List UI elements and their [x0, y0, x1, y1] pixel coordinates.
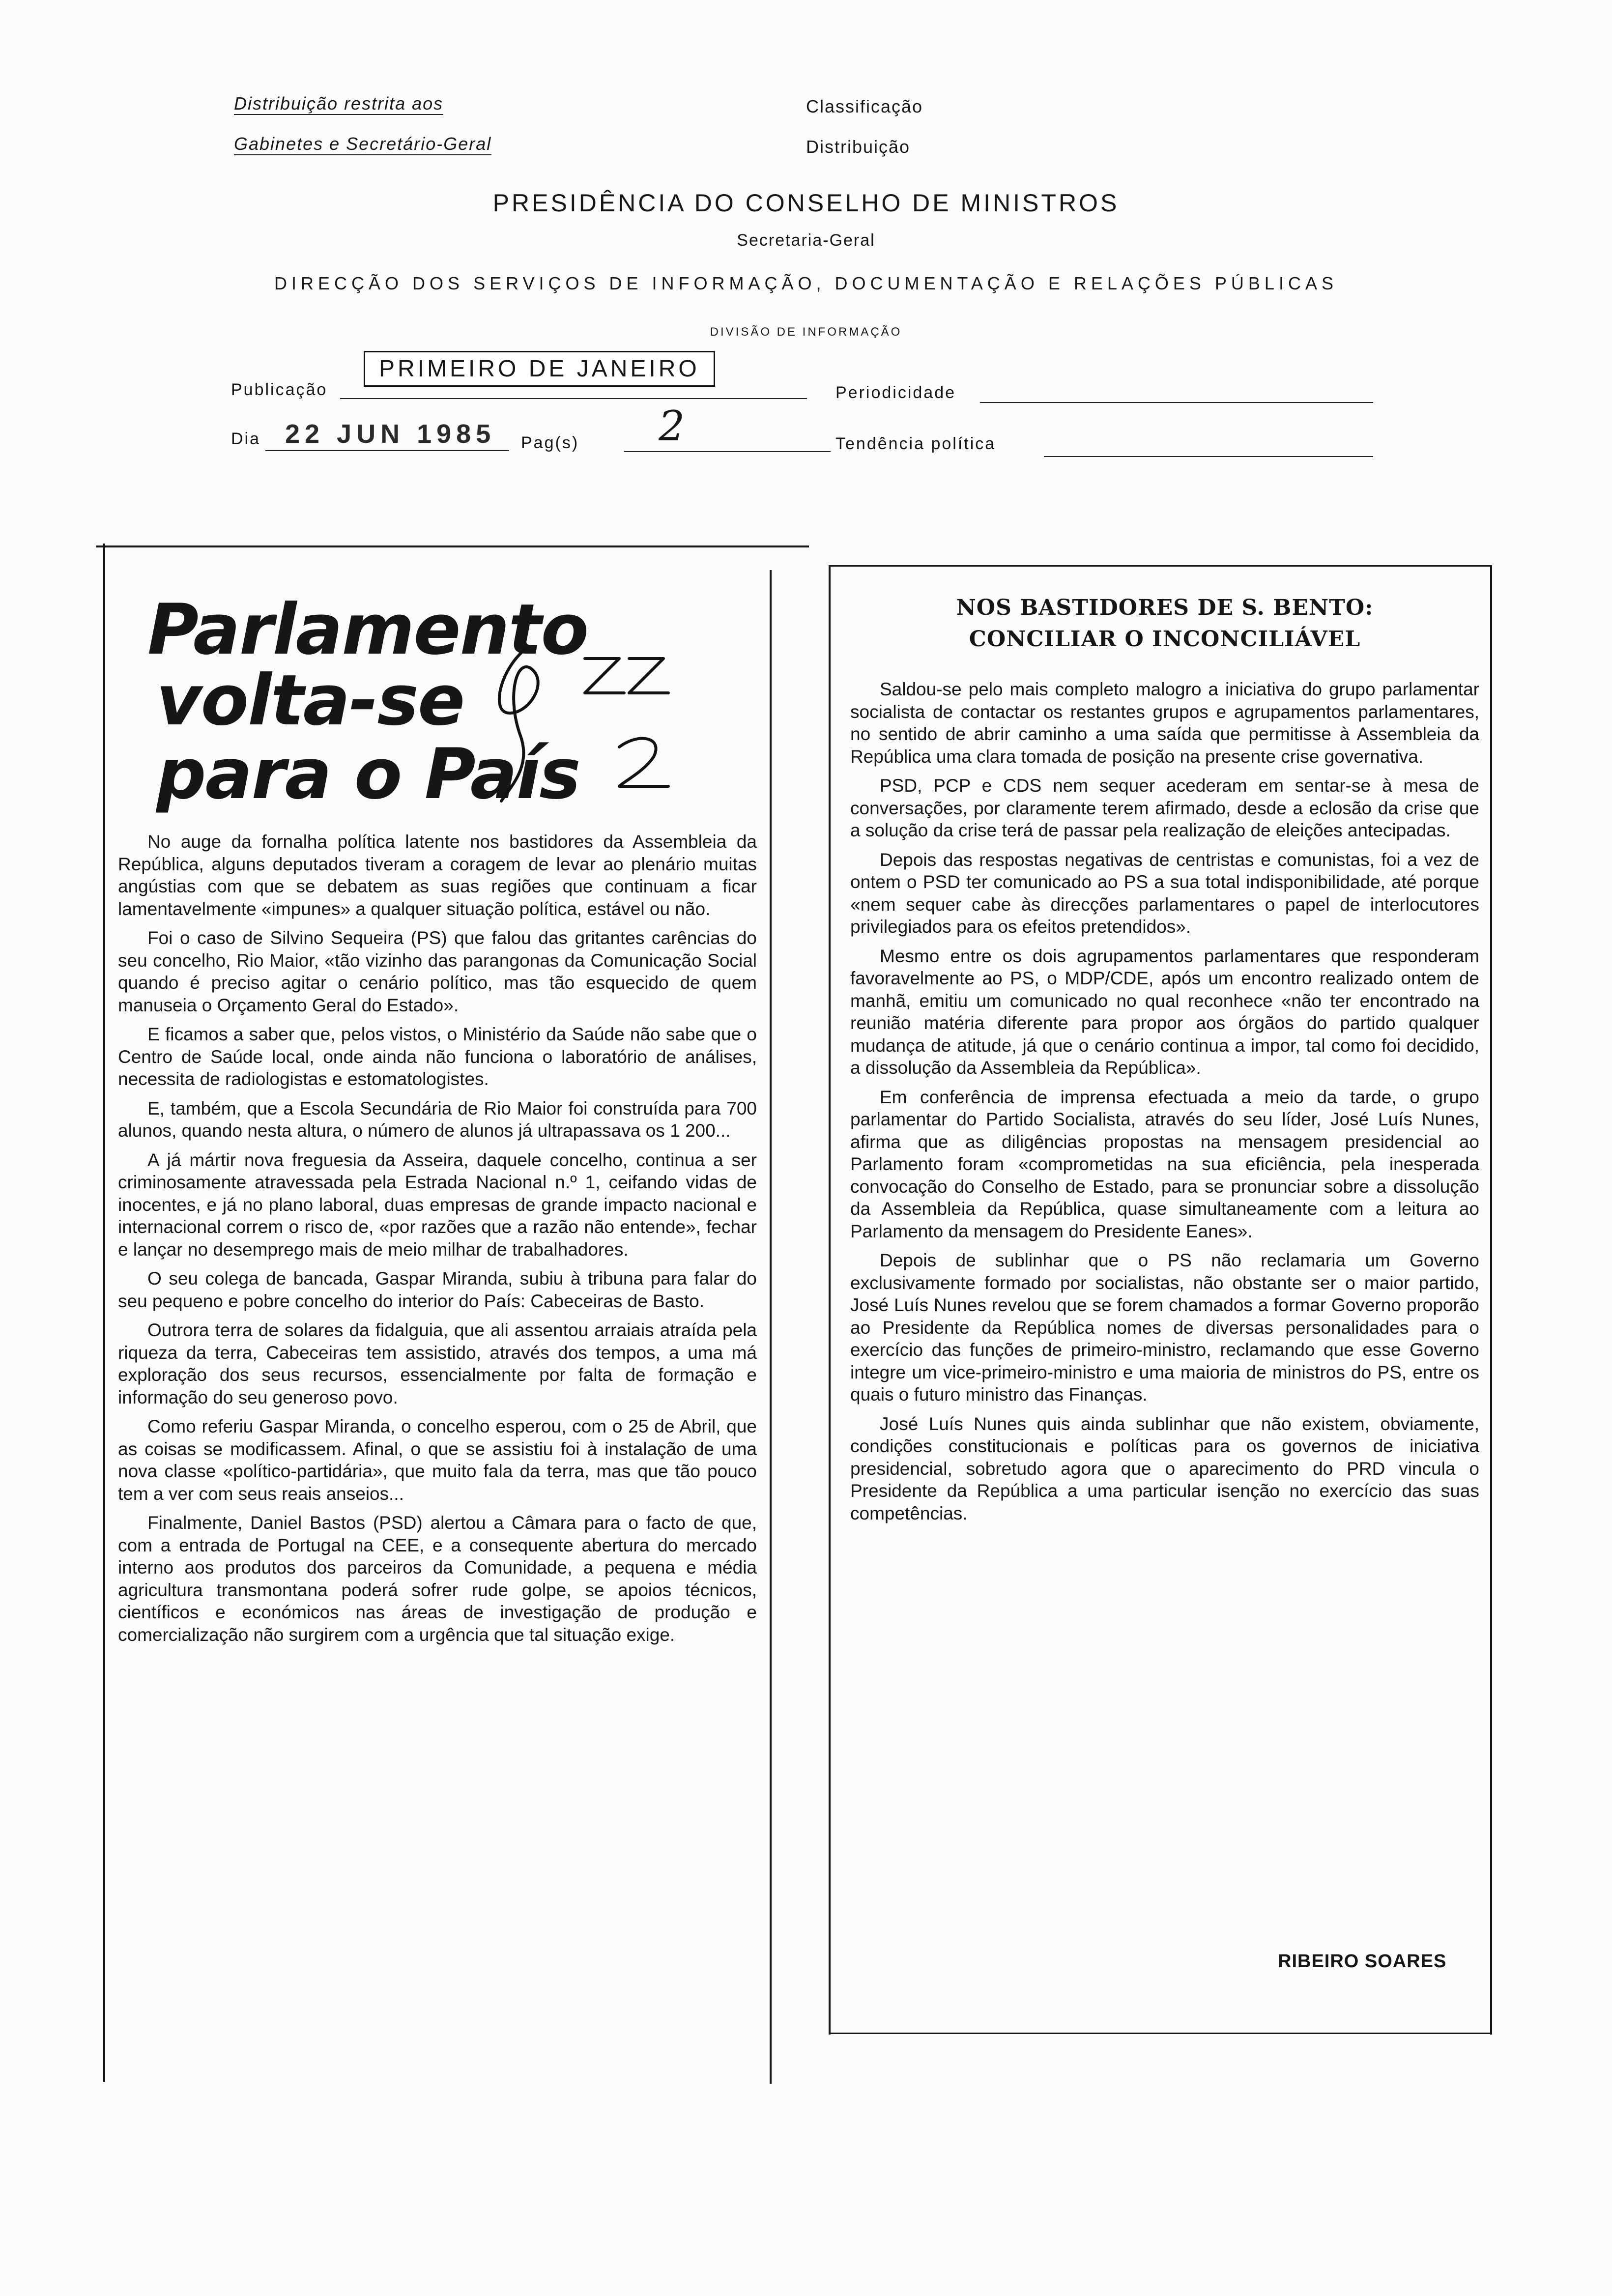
tendencia-underline [1044, 456, 1373, 457]
publicacao-stamp: PRIMEIRO DE JANEIRO [364, 351, 715, 387]
right-kicker-line1: NOS BASTIDORES DE S. BENTO: [956, 595, 1374, 620]
left-headline-line1: Parlamento [147, 589, 588, 670]
right-article-top-rule [829, 565, 1492, 567]
distribution-note-line2: Gabinetes e Secretário-Geral [234, 134, 491, 155]
pags-label: Pag(s) [521, 433, 579, 452]
tendencia-label: Tendência política [835, 434, 996, 453]
divisao-line: DIVISÃO DE INFORMAÇÃO [710, 325, 902, 339]
distribution-note-line1: Distribuição restrita aos [234, 93, 443, 115]
right-article-left-border [829, 565, 831, 2035]
left-paragraph: O seu colega de bancada, Gaspar Miranda, subiu à tribuna para falar do seu pequeno e pobre concelho do interior do País: Cabeceiras de Basto. [118, 1268, 757, 1311]
left-paragraph: Foi o caso de Silvino Sequeira (PS) que falou das gritantes carências do seu concelho, Rio Maior, «tão vizinho das parangonas da Comunicação Social quando é preciso agitar o cenário político, mas tão esquecido de quem manuseia o Orçamento Geral do Estado». [118, 928, 757, 1015]
right-article-bottom-rule [829, 2033, 1492, 2034]
handwritten-scrawl-icon [472, 639, 698, 816]
publicacao-underline [340, 398, 807, 399]
left-headline-line3: para o País [156, 734, 580, 815]
right-paragraph: PSD, PCP e CDS nem sequer acederam em sentar-se à mesa de conversações, por claramente terem afirmado, desde a eclosão da crise que a solução da crise terá de passar pela realização de eleições antecipadas. [850, 775, 1479, 840]
left-paragraph: Como referiu Gaspar Miranda, o concelho esperou, com o 25 de Abril, que as coisas se modificassem. Afinal, o que se assistiu foi à instalação de uma nova classe «político-partidária», que muito fala da terra, mas que tão pouco tem a ver com seus reais anseios... [118, 1416, 757, 1504]
right-paragraph: Mesmo entre os dois agrupamentos parlamentares que responderam favoravelmente ao PS, o MDP/CDE, após um encontro realizado ontem de manhã, emitiu um comunicado no qual reconhece «não ter encontrado na reunião matéria diferente para propor aos órgãos do partido qualquer mudança de atitude, já que o cenário continua a impor, tal como foi decidido, a dissolução da Assembleia da República». [850, 946, 1479, 1078]
pags-value-handwritten: 2 [659, 402, 685, 450]
periodicidade-underline [980, 402, 1373, 403]
byline: RIBEIRO SOARES [1278, 1951, 1447, 1972]
right-article-body [850, 678, 1479, 1531]
right-article-right-border [1490, 565, 1492, 2035]
left-article-body [118, 831, 757, 1653]
left-paragraph: Finalmente, Daniel Bastos (PSD) alertou a Câmara para o facto de que, com a entrada de Portugal na CEE, e a consequente abertura do mercado interno aos produtos dos parceiros da Comunidade, a pequena e média agricultura transmontana poderá sofrer rude golpe, se apoios técnicos, científicos e económicos nas áreas de investigação de produção e comercialização não surgirem com a urgência que tal situação exige. [118, 1513, 757, 1645]
dia-label: Dia [231, 430, 261, 448]
clipping-top-rule-left [96, 545, 809, 547]
column-divider-left [770, 570, 772, 2084]
left-paragraph: E ficamos a saber que, pelos vistos, o Ministério da Saúde não sabe que o Centro de Saúde local, onde ainda não funciona o laboratório de análises, necessita de radiologistas e estomatologistes. [118, 1024, 757, 1089]
right-kicker-line2: CONCILIAR O INCONCILIÁVEL [969, 627, 1361, 652]
right-paragraph: Saldou-se pelo mais completo malogro a iniciativa do grupo parlamentar socialista de contactar os restantes grupos e agrupamentos parlamentares, no sentido de abrir caminho a uma saída que permitisse à Assembleia da República uma clara tomada de posição na presente crise governativa. [850, 679, 1479, 767]
right-paragraph: Em conferência de imprensa efectuada a meio da tarde, o grupo parlamentar do Partido Socialista, através do seu líder, José Luís Nunes, afirma que as diligências propostas na mensagem presidencial ao Parlamento foram «comprometidas na sua eficiência, pela inesperada convocação do Conselho de Estado, para se pronunciar sobre a dissolução da Assembleia da República, quase simultaneamente com a leitura ao Parlamento da mensagem do Presidente Eanes». [850, 1087, 1479, 1241]
right-paragraph: Depois das respostas negativas de centristas e comunistas, foi a vez de ontem o PSD ter comunicado ao PS a sua total indisponibilidade, até porque «nem sequer cabe às direcções parlamentares o papel de interlocutores privilegiados para os efeitos pretendidos». [850, 849, 1479, 937]
dia-underline [265, 450, 509, 451]
publicacao-label: Publicação [231, 380, 328, 399]
document-subtitle: Secretaria-Geral [737, 231, 875, 250]
periodicidade-label: Periodicidade [835, 383, 956, 402]
document-title: PRESIDÊNCIA DO CONSELHO DE MINISTROS [492, 189, 1120, 217]
left-paragraph: E, também, que a Escola Secundária de Rio Maior foi construída para 700 alunos, quando nesta altura, o número de alunos já ultrapassava os 1 200... [118, 1098, 757, 1141]
dia-stamp: 22 JUN 1985 [285, 419, 496, 449]
clipping-left-border [103, 544, 105, 2082]
distribuicao-label: Distribuição [806, 137, 911, 157]
right-paragraph: Depois de sublinhar que o PS não reclamaria um Governo exclusivamente formado por socialistas, não obstante ser o maior partido, José Luís Nunes revelou que se forem chamados a formar Governo proporão ao Presidente da República nomes de diversas personalidades para o exercício das funções de primeiro-ministro, reclamando que esse Governo integre um vice-primeiro-ministro e uma maioria de ministros do PS, entre os quais o futuro ministro das Finanças. [850, 1250, 1479, 1405]
direccao-line: DIRECÇÃO DOS SERVIÇOS DE INFORMAÇÃO, DOCUMENTAÇÃO E RELAÇÕES PÚBLICAS [274, 273, 1338, 293]
left-paragraph: No auge da fornalha política latente nos bastidores da Assembleia da República, alguns deputados tiveram a coragem de levar ao plenário muitas angústias com que se debatem as suas regiões que continuam a ficar lamentavelmente «impunes» a qualquer situação política, estável ou não. [118, 832, 757, 919]
left-paragraph: A já mártir nova freguesia da Asseira, daquele concelho, continua a ser criminosamente atravessada pela Estrada Nacional n.º 1, ceifando vidas de inocentes, e já no plano laboral, duas empresas de grande impacto nacional e internacional correm o risco de, «por razões que a razão não entende», fechar e lançar no desemprego mais de meio milhar de trabalhadores. [118, 1149, 757, 1260]
pags-underline [624, 451, 831, 452]
right-paragraph: José Luís Nunes quis ainda sublinhar que não existem, obviamente, condições constitucionais e políticas para os governos de iniciativa presidencial, sobretudo agora que o aparecimento do PRD vincula o Presidente da República a uma particular isenção no exercício das suas competências. [850, 1413, 1479, 1523]
classificacao-label: Classificação [806, 96, 923, 116]
left-headline-line2: volta-se [156, 660, 464, 741]
left-paragraph: Outrora terra de solares da fidalguia, que ali assentou arraiais atraída pela riqueza da terra, Cabeceiras tem assistido, através dos tempos, a uma má exploração dos seus recursos, essencialmente por falta de formação e informação do seu generoso povo. [118, 1320, 757, 1407]
